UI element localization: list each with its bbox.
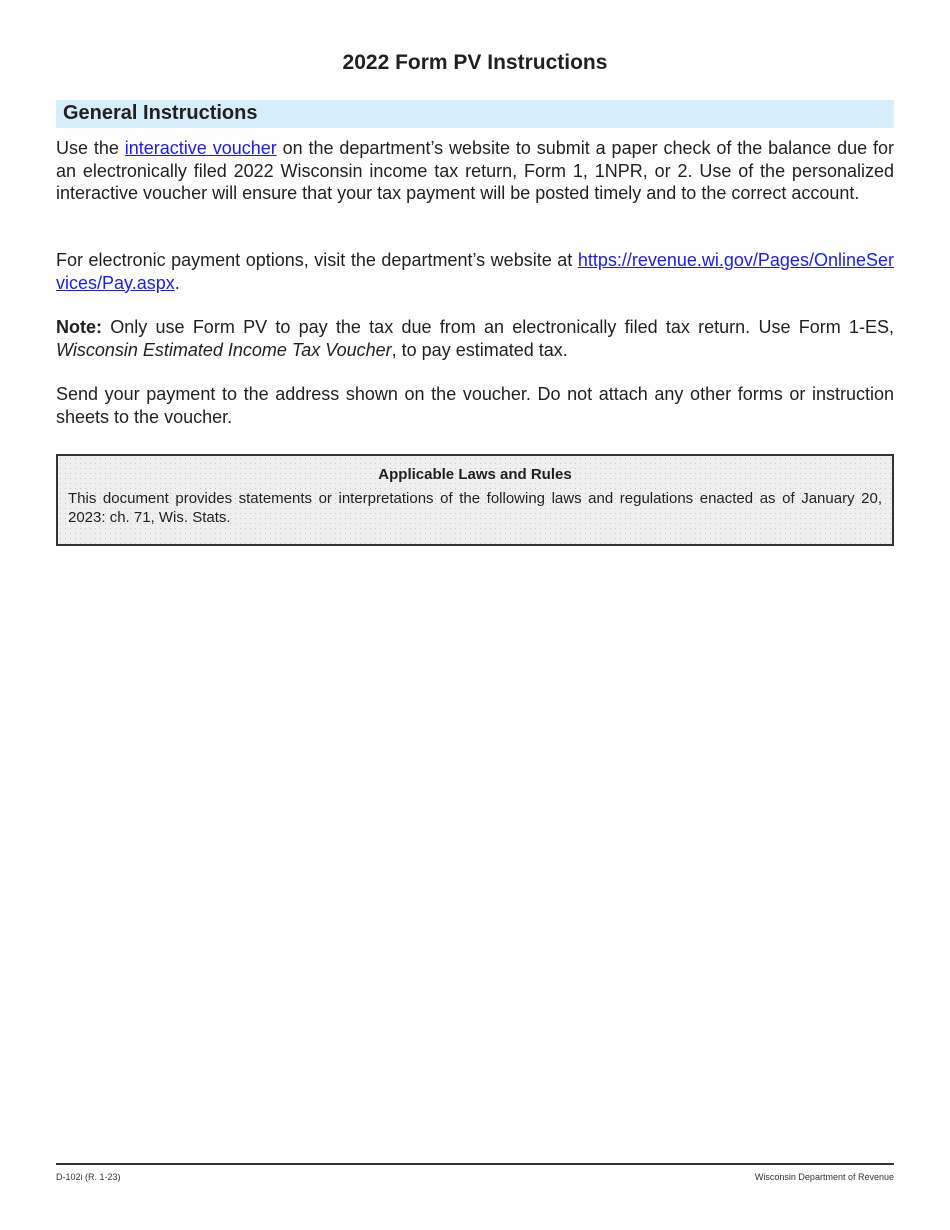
paragraph-send-payment: Send your payment to the address shown on the voucher. Do not attach any other forms or instruction sheets to the voucher. <box>56 384 894 427</box>
form-number: D-102i (R. 1-23) <box>56 1172 121 1182</box>
applicable-laws-box <box>56 454 894 546</box>
section-heading: General Instructions <box>63 102 258 124</box>
form-title: Wisconsin Estimated Income Tax Voucher <box>56 339 392 360</box>
text: For electronic payment options, visit the department’s website at <box>56 250 578 270</box>
footer-divider <box>56 1163 894 1165</box>
paragraph-interactive-voucher <box>56 137 894 205</box>
text: , to pay estimated tax. <box>391 339 568 360</box>
laws-heading: Applicable Laws and Rules <box>378 466 572 483</box>
paragraph-electronic-payment <box>56 249 894 294</box>
interactive-voucher-link[interactable]: interactive voucher <box>124 138 277 158</box>
laws-text: This document provides statements or interpretations of the following laws and regulations enacted as of January 20, 2023: ch. 71, Wis. Stats. <box>68 490 882 526</box>
text: Only use Form PV to pay the tax due from an electronically filed tax return. Use Form 1-ES, <box>102 317 894 337</box>
paragraph-note <box>56 316 894 361</box>
department-name: Wisconsin Department of Revenue <box>754 1172 894 1182</box>
pay-online-link[interactable]: https://revenue.wi.gov/Pages/OnlineServices/Pay.aspx <box>56 250 894 293</box>
text: . <box>174 272 180 293</box>
text: Use the <box>56 138 125 158</box>
page-title: 2022 Form PV Instructions <box>342 51 608 74</box>
section-header <box>56 100 894 128</box>
text: on the department’s website to submit a paper check of the balance due for an electronically filed 2022 Wisconsin income tax return, Form 1, 1NPR, or 2. Use of the personalized interactive voucher will ensure that your tax payment will be posted timely and to the correct account. <box>56 138 894 203</box>
note-label: Note: <box>56 317 102 337</box>
